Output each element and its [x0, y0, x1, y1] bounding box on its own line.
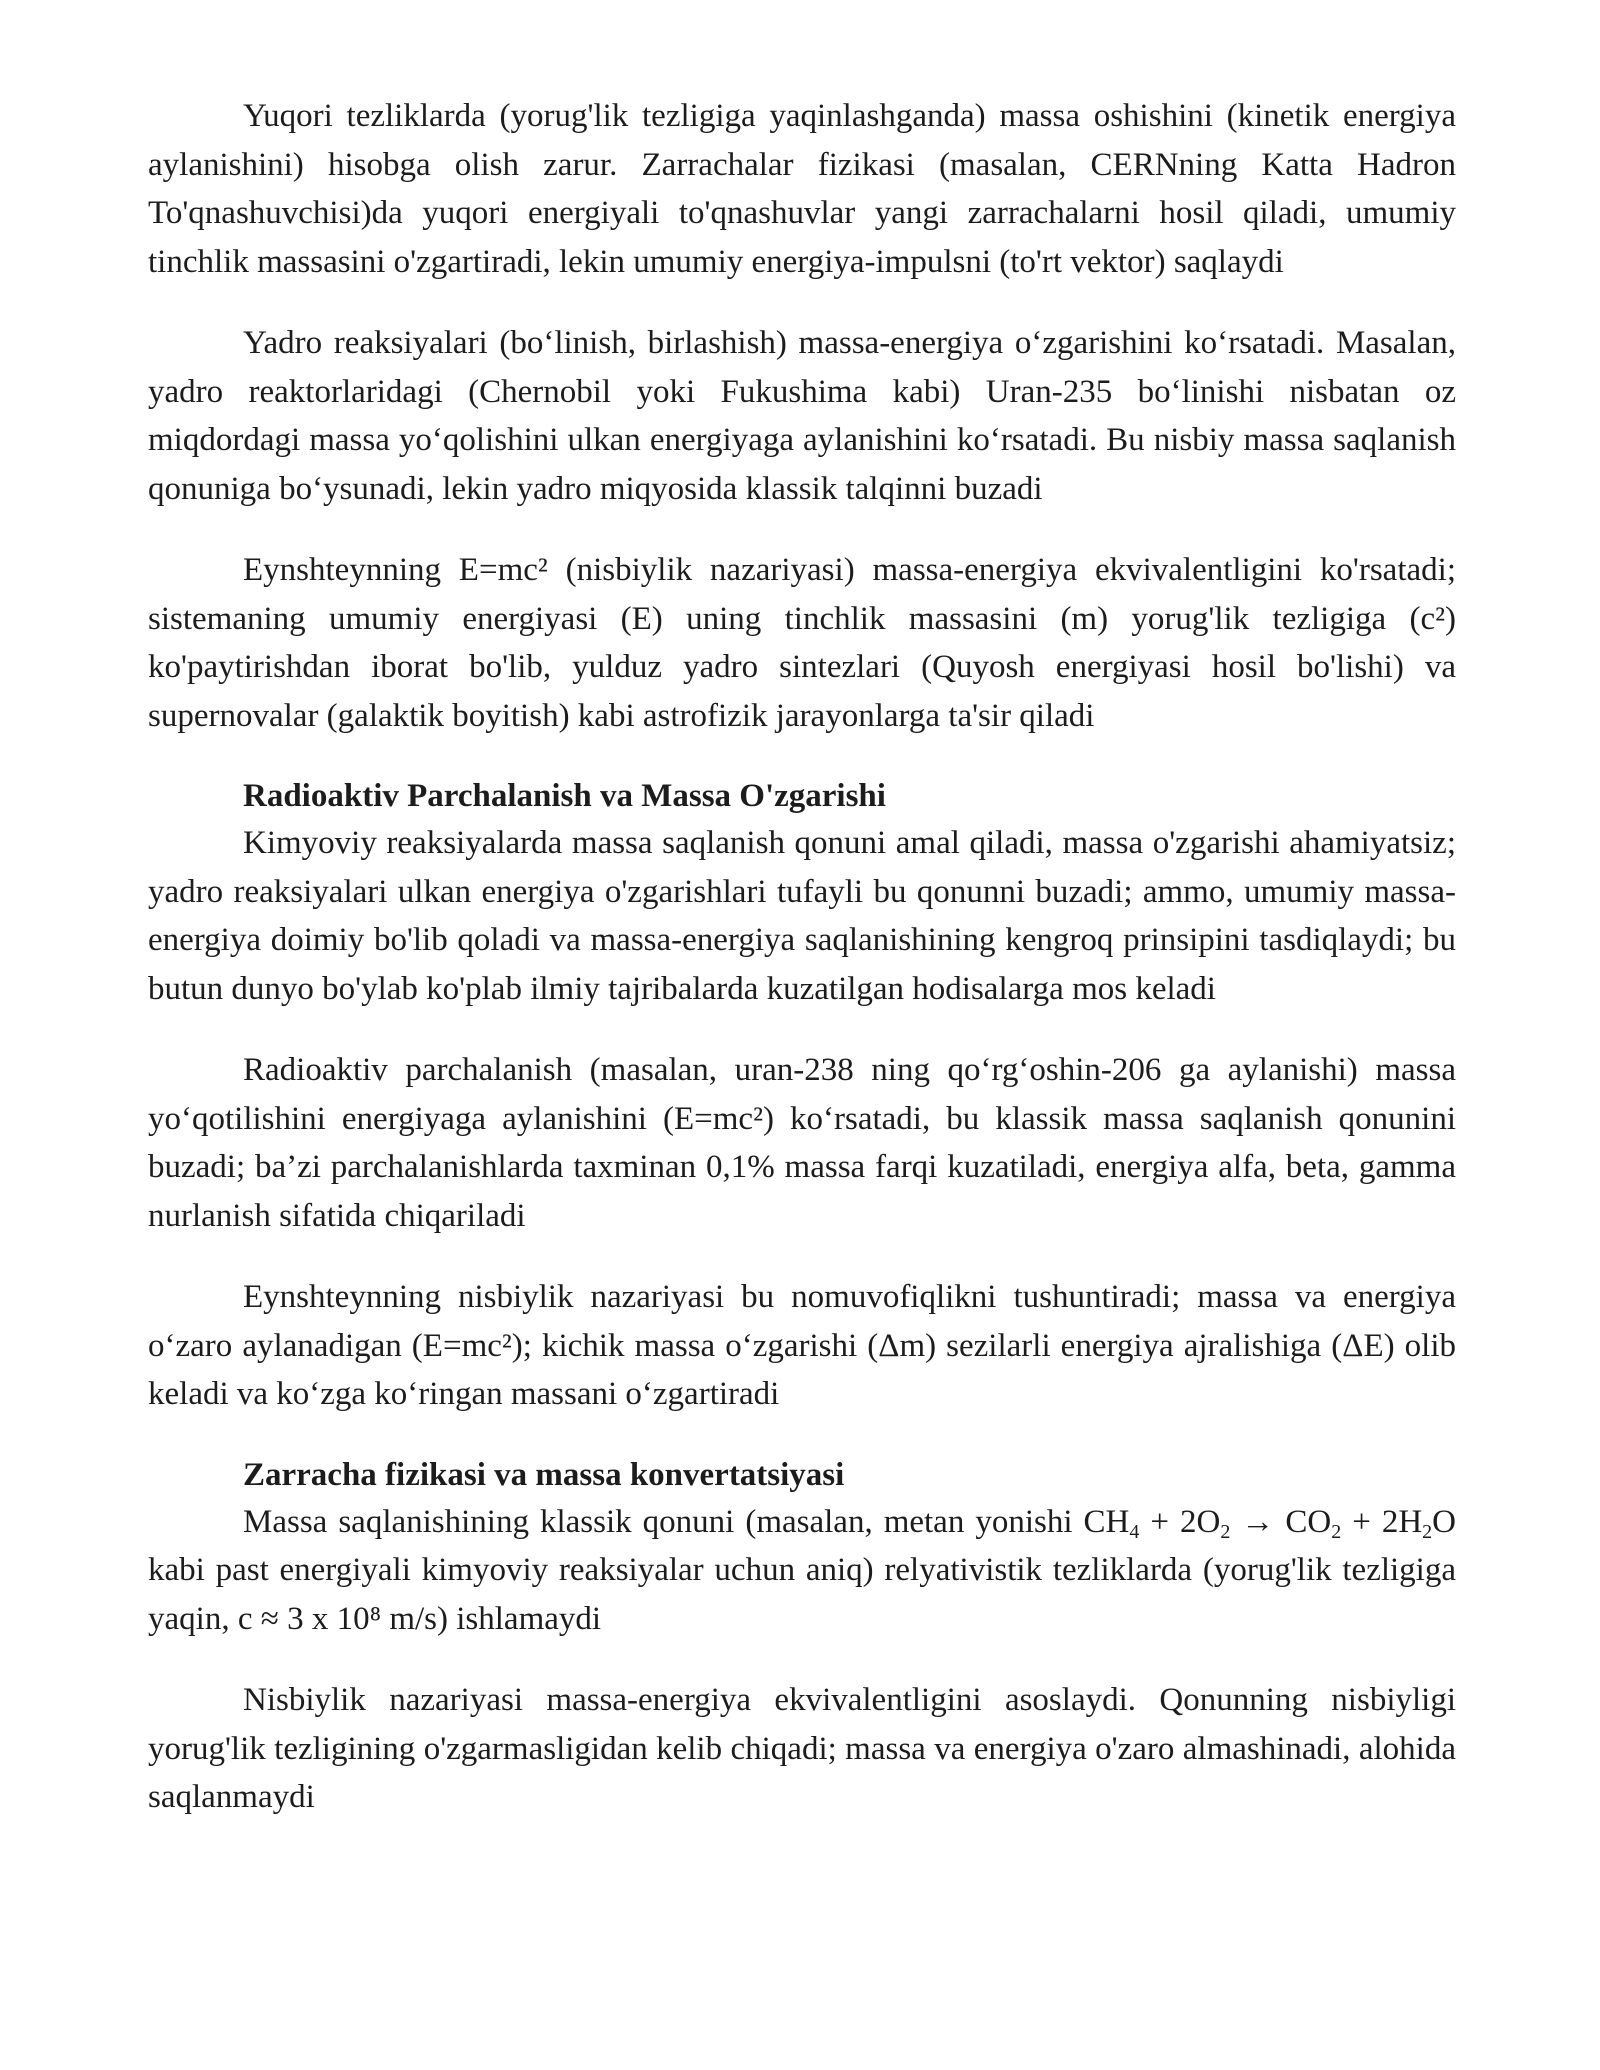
body-paragraph: Radioaktiv parchalanish (masalan, uran-238 ning qo‘rg‘oshin-206 ga aylanishi) massa yo‘qotilishini energiyaga aylanishini (E=mc²) ko‘rsatadi, bu klassik massa saqlanish qonunini buzadi; ba’zi parchalanishlarda taxminan 0,1% massa farqi kuzatiladi, energiya alfa, beta, gamma nurlanish sifatida chiqariladi	[148, 1052, 1456, 1234]
body-paragraph: Eynshteynning E=mc² (nisbiylik nazariyasi) massa-energiya ekvivalentligini ko'rsatadi; sistemaning umumiy energiyasi (E) uning tinchlik massasini (m) yorug'lik tezligiga (c²) ko'paytirishdan iborat bo'lib, yulduz yadro sintezlari (Quyosh energiyasi hosil bo'lishi) va supernovalar (galaktik boyitish) kabi astrofizik jarayonlarga ta'sir qiladi	[148, 552, 1456, 734]
formula-subscript: 2	[1422, 1520, 1433, 1543]
body-paragraph: Yuqori tezliklarda (yorug'lik tezligiga yaqinlashganda) massa oshishini (kinetik energiya aylanishini) hisobga olish zarur. Zarrachalar fizikasi (masalan, CERNning Katta Hadron To'qnashuvchisi)da yuqori energiyali to'qnashuvlar yangi zarrachalarni hosil qiladi, umumiy tinchlik massasini o'zgartiradi, lekin umumiy energiya-impulsni (to'rt vektor) saqlaydi	[148, 98, 1456, 280]
formula-text: → CO	[1230, 1503, 1332, 1540]
section-heading: Zarracha fizikasi va massa konvertatsiyasi	[243, 1456, 845, 1493]
formula-subscript: 2	[1331, 1520, 1342, 1543]
formula-text: + 2O	[1139, 1503, 1221, 1540]
body-paragraph: Yadro reaksiyalari (bo‘linish, birlashish) massa-energiya o‘zgarishini ko‘rsatadi. Masalan, yadro reaktorlaridagi (Chernobil yoki Fukushima kabi) Uran-235 bo‘linishi nisbatan oz miqdordagi massa yo‘qolishini ulkan energiyaga aylanishini ko‘rsatadi. Bu nisbiy massa saqlanish qonuniga bo‘ysunadi, lekin yadro miqyosida klassik talqinni buzadi	[148, 325, 1456, 507]
formula-subscript: 2	[1220, 1520, 1231, 1543]
formula-paragraph	[148, 1498, 1456, 1644]
document-page	[148, 92, 1456, 1855]
body-paragraph: Kimyoviy reaksiyalarda massa saqlanish qonuni amal qiladi, massa o'zgarishi ahamiyatsiz; yadro reaksiyalari ulkan energiya o'zgarishlari tufayli bu qonunni buzadi; ammo, umumiy massa-energiya doimiy bo'lib qoladi va massa-energiya saqlanishining kengroq prinsipini tasdiqlaydi; bu butun dunyo bo'ylab ko'plab ilmiy tajribalarda kuzatilgan hodisalarga mos keladi	[148, 825, 1456, 1007]
formula-text: + 2H	[1341, 1503, 1423, 1540]
formula-text: O kabi past energiyali kimyoviy reaksiyalar uchun aniq) relyativistik tezliklarda (yorug'lik tezligiga yaqin, c ≈ 3 x 10⁸ m/s) ishlamaydi	[148, 1503, 1457, 1637]
section-heading: Radioaktiv Parchalanish va Massa O'zgarishi	[243, 778, 886, 814]
formula-subscript: 4	[1129, 1520, 1140, 1543]
body-paragraph: Nisbiylik nazariyasi massa-energiya ekvivalentligini asoslaydi. Qonunning nisbiyligi yorug'lik tezligining o'zgarmasligidan kelib chiqadi; massa va energiya o'zaro almashinadi, alohida saqlanmaydi	[148, 1682, 1456, 1815]
formula-text: Massa saqlanishining klassik qonuni (masalan, metan yonishi CH	[243, 1503, 1130, 1540]
body-paragraph: Eynshteynning nisbiylik nazariyasi bu nomuvofiqlikni tushuntiradi; massa va energiya o‘zaro aylanadigan (E=mc²); kichik massa o‘zgarishi (Δm) sezilarli energiya ajralishiga (ΔE) olib keladi va ko‘zga ko‘ringan massani o‘zgartiradi	[148, 1279, 1456, 1412]
